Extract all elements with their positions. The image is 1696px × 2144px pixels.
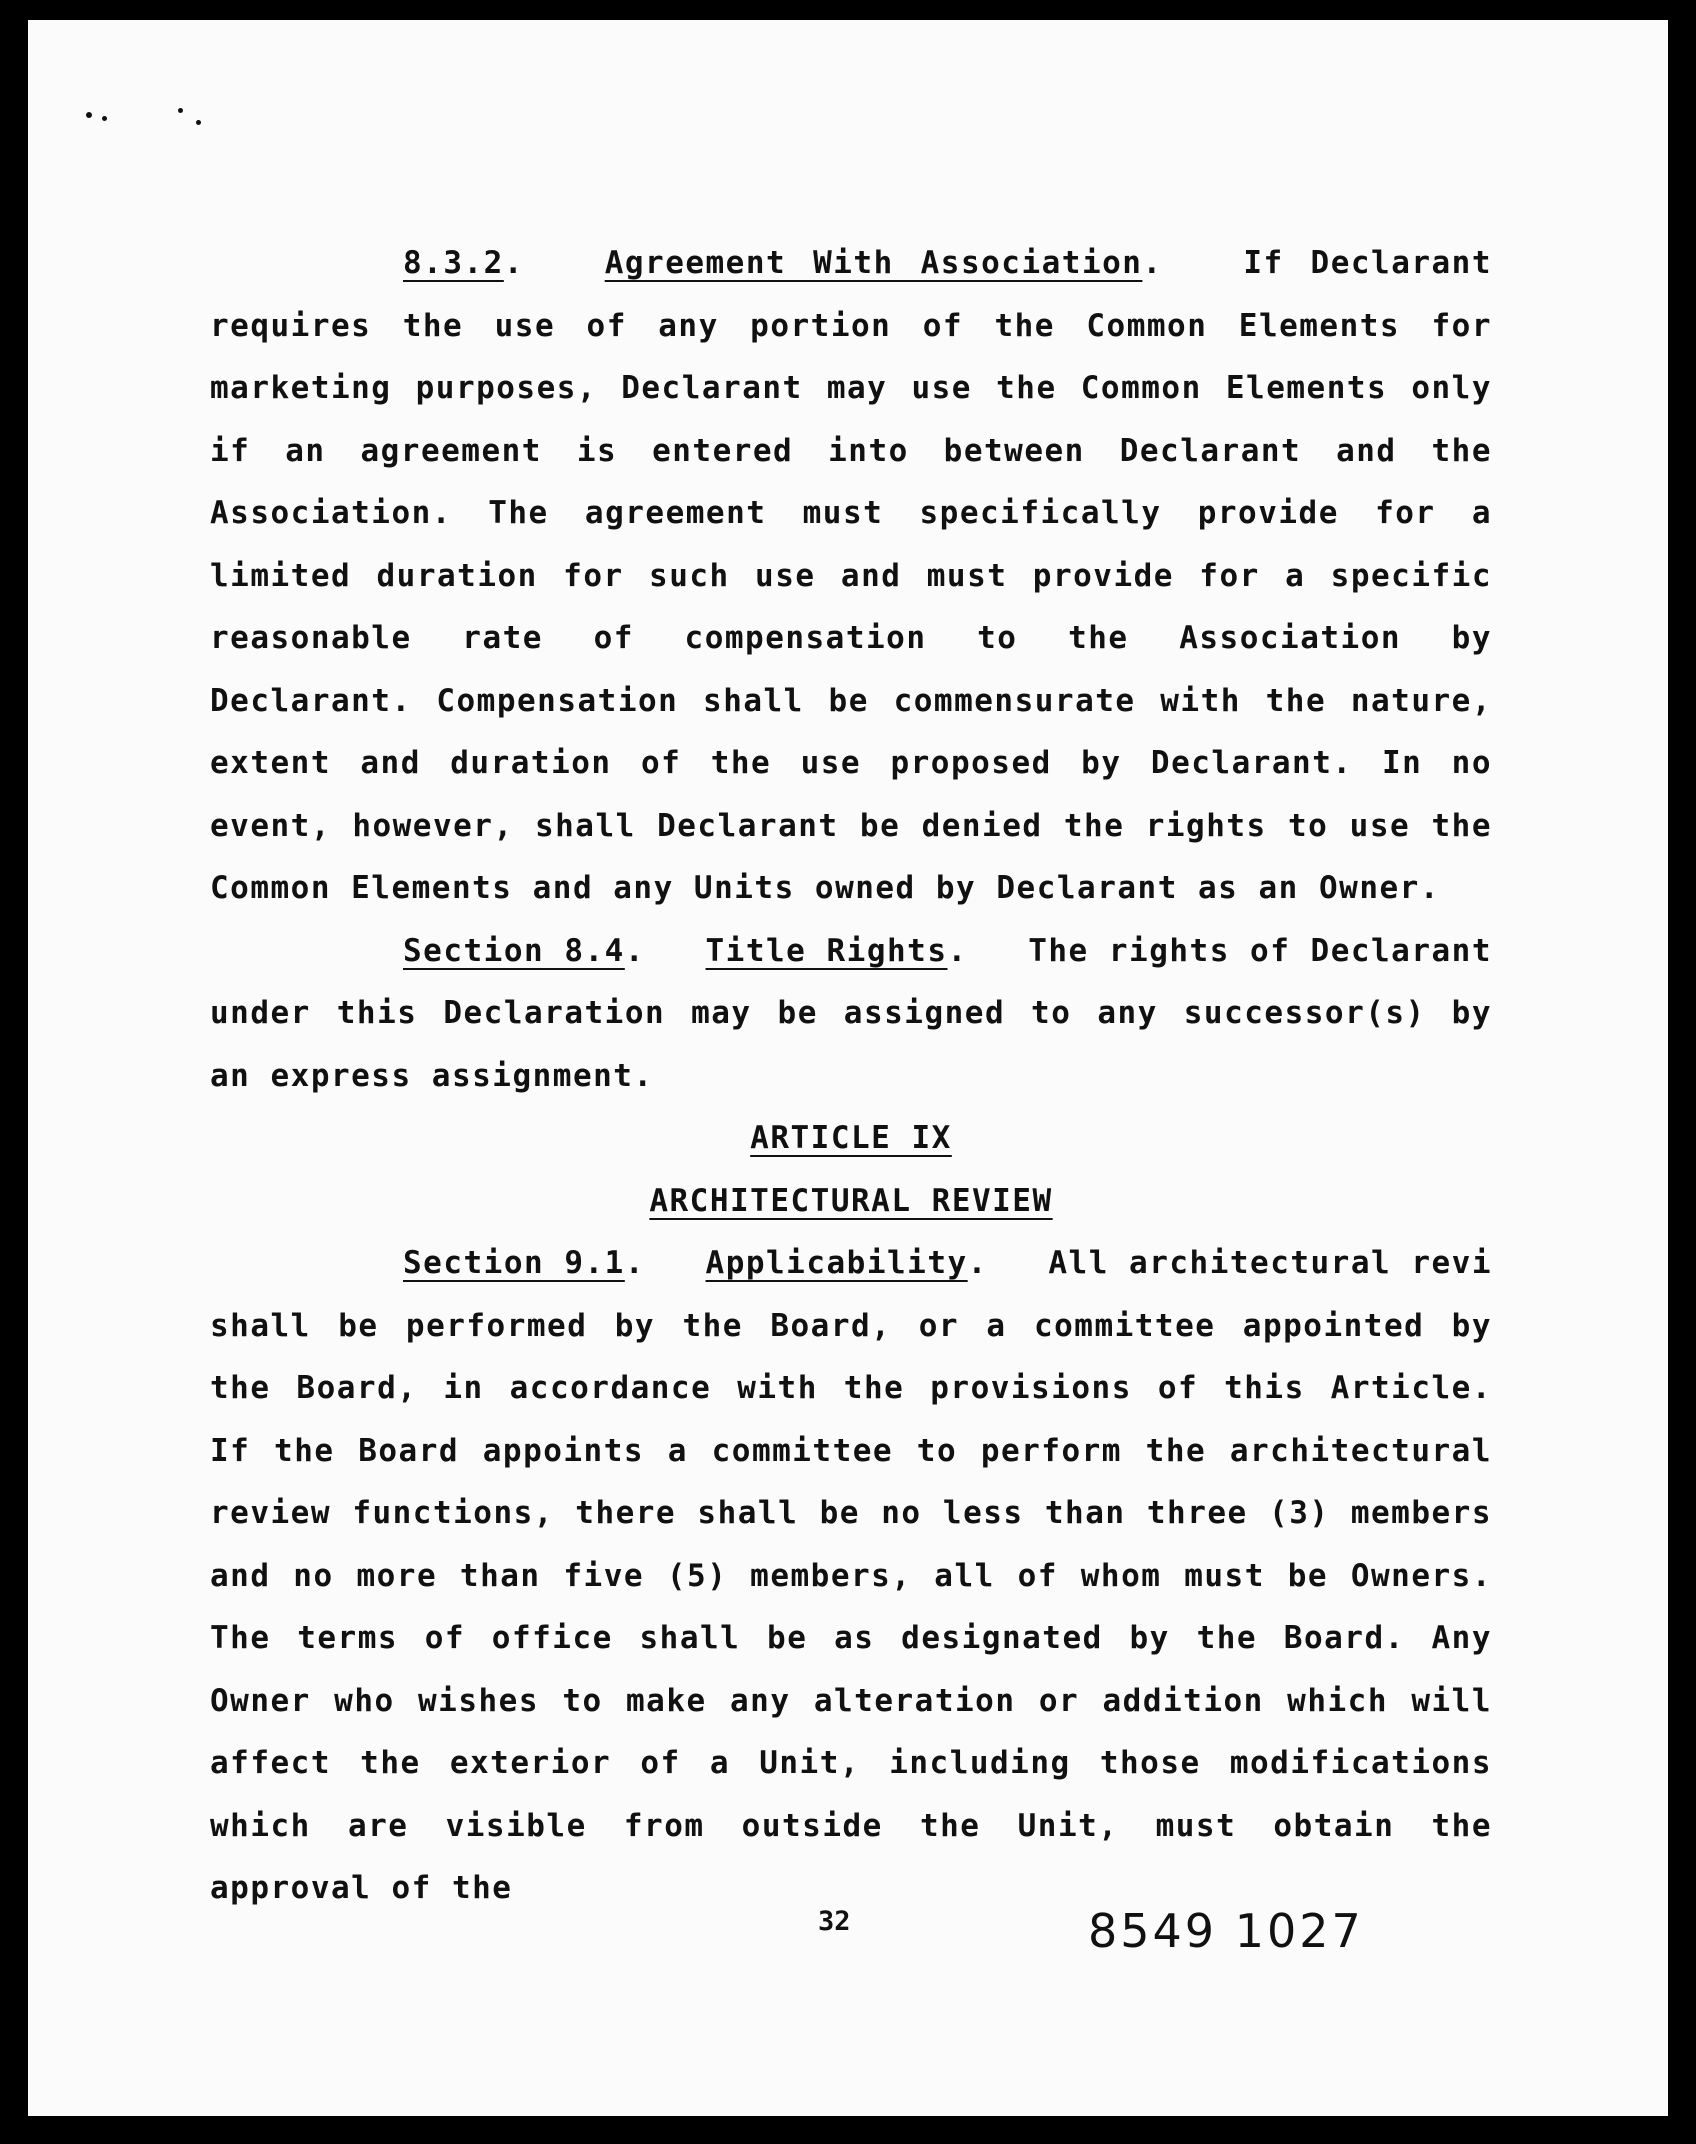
scan-speck	[102, 116, 107, 121]
section-number: 8.3.2	[403, 245, 504, 281]
scan-speck	[178, 108, 183, 113]
section-body: If Declarant requires the use of any portion of the Common Elements for marketing purposes, Declarant may use the Common Elements only if an agreement is entered into between Declarant and the Association. The agreement must specifically provide for a limited duration for such use and must provide for a specific reasonable rate of compensation to the Association by Declarant. Compensation shall be commensurate with the nature, extent and duration of the use proposed by Declarant. In no event, however, shall Declarant be denied the rights to use the Common Elements and any Units owned by Declarant as an Owner.	[210, 245, 1493, 906]
page-number: 32	[818, 1906, 851, 1937]
section-8-4: Section 8.4. Title Rights. The rights of Declarant under this Declaration may be assigned to any successor(s) by an express assignment.	[210, 932, 1493, 1094]
section-number: Section 9.1	[403, 1245, 625, 1281]
section-8-3-2: 8.3.2. Agreement With Association. If Declarant requires the use of any portion of the Common Elements for marketing purposes, Declarant may use the Common Elements only if an agreement is entered into between Declarant and the Association. The agreement must specifically provide for a limited duration for such use and must provide for a specific reasonable rate of compensation to the Association by Declarant. Compensation shall be commensurate with the nature, extent and duration of the use proposed by Declarant. In no event, however, shall Declarant be denied the rights to use the Common Elements and any Units owned by Declarant as an Owner.	[210, 245, 1493, 906]
scan-speck	[86, 112, 92, 118]
article-heading	[210, 1107, 1492, 1170]
section-body: All architectural revi shall be performed by the Board, or a committee appointed by the Board, in accordance with the provisions of this Article. If the Board appoints a committee to perform the architectural review functions, there shall be no less than three (3) members and no more than five (5) members, all of whom must be Owners. The terms of office shall be as designated by the Board. Any Owner who wishes to make any alteration or addition which will affect the exterior of a Unit, including those modifications which are visible from outside the Unit, must obtain the approval of the	[210, 1245, 1493, 1906]
document-body	[210, 232, 1492, 1920]
scan-speck	[196, 120, 201, 125]
article-title: ARCHITECTURAL REVIEW	[649, 1182, 1053, 1219]
stamp-number: 8549 1027	[1088, 1904, 1364, 1958]
section-title: Title Rights	[705, 932, 948, 969]
section-title: Applicability	[705, 1245, 968, 1281]
section-body: The rights of Declarant under this Declaration may be assigned to any successor(s) by an express assignment.	[210, 932, 1493, 1094]
article-title-heading	[210, 1170, 1492, 1233]
article-number: ARTICLE IX	[750, 1120, 952, 1156]
section-title: Agreement With Association	[604, 245, 1143, 281]
section-9-1: Section 9.1. Applicability. All architectural revi shall be performed by the Board, or a committee appointed by the Board, in accordance with the provisions of this Article. If the Board appoints a committee to perform the architectural review functions, there shall be no less than three (3) members and no more than five (5) members, all of whom must be Owners. The terms of office shall be as designated by the Board. Any Owner who wishes to make any alteration or addition which will affect the exterior of a Unit, including those modifications which are visible from outside the Unit, must obtain the approval of the	[210, 1245, 1493, 1906]
section-number: Section 8.4	[403, 932, 625, 969]
